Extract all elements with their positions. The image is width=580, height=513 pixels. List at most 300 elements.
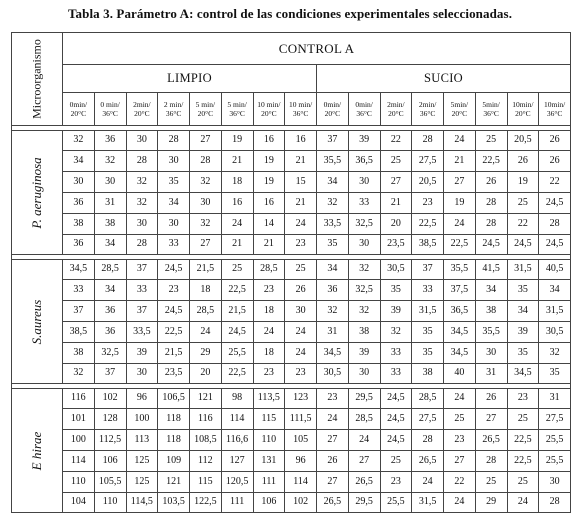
condition-temp: 20°C (515, 109, 531, 118)
condition-header (253, 93, 285, 126)
table-cell: 25 (475, 131, 507, 151)
condition-time: 5 min/ (195, 100, 216, 109)
table-cell: 24 (317, 409, 349, 430)
table-cell: 23 (380, 472, 412, 493)
table-cell: 19 (253, 151, 285, 172)
table-cell: 22,5 (475, 151, 507, 172)
table-cell: 100 (63, 430, 95, 451)
condition-header (63, 93, 95, 126)
table-cell: 34,5 (507, 364, 539, 384)
table-cell: 116 (63, 389, 95, 409)
condition-temp: 20°C (388, 109, 404, 118)
table-cell: 24,5 (158, 260, 190, 280)
table-cell: 100 (126, 409, 158, 430)
table-cell: 22,5 (412, 214, 444, 235)
table-cell: 125 (126, 451, 158, 472)
table-cell: 22 (539, 172, 571, 193)
table-cell: 26 (539, 151, 571, 172)
table-cell: 26 (317, 451, 349, 472)
table-cell: 104 (63, 493, 95, 513)
table-cell: 32 (190, 214, 222, 235)
table-cell: 33,5 (126, 322, 158, 343)
table-row (12, 151, 571, 172)
table-cell: 38 (475, 301, 507, 322)
condition-header (158, 93, 190, 126)
table-cell: 108,5 (190, 430, 222, 451)
table-cell: 24 (285, 322, 317, 343)
table-cell: 24 (444, 214, 476, 235)
table-cell: 23 (285, 235, 317, 255)
table-cell: 31,5 (412, 493, 444, 513)
table-cell: 36 (317, 280, 349, 301)
condition-time: 5min/ (482, 100, 500, 109)
condition-time: 0min/ (323, 100, 342, 109)
table-cell: 32 (126, 193, 158, 214)
table-cell: 102 (94, 389, 126, 409)
table-cell: 30 (190, 193, 222, 214)
table-cell: 30 (348, 364, 380, 384)
data-table (11, 32, 571, 513)
table-cell: 33,5 (317, 214, 349, 235)
table-cell: 18 (190, 280, 222, 301)
table-cell: 21,5 (221, 301, 253, 322)
table-cell: 23 (285, 364, 317, 384)
table-cell: 111 (253, 472, 285, 493)
condition-temp: 36°C (483, 109, 499, 118)
condition-temp: 36°C (419, 109, 436, 118)
table-cell: 37 (126, 301, 158, 322)
table-cell: 27 (190, 235, 222, 255)
table-cell: 123 (285, 389, 317, 409)
condition-time: 10min/ (512, 100, 534, 109)
table-cell: 19 (444, 193, 476, 214)
table-cell: 35 (539, 364, 571, 384)
table-cell: 38,5 (412, 235, 444, 255)
condition-time: 0min/ (355, 100, 373, 109)
table-cell: 15 (285, 172, 317, 193)
table-cell: 23 (253, 364, 285, 384)
table-cell: 37 (126, 260, 158, 280)
table-cell: 24 (221, 214, 253, 235)
table-cell: 118 (158, 430, 190, 451)
table-cell: 37 (94, 364, 126, 384)
table-cell: 36,5 (444, 301, 476, 322)
table-cell: 25,5 (539, 430, 571, 451)
table-cell: 38 (63, 343, 95, 364)
table-row (12, 131, 571, 151)
table-cell: 21 (221, 235, 253, 255)
table-cell: 114 (63, 451, 95, 472)
table-cell: 21 (444, 151, 476, 172)
table-cell: 23 (158, 280, 190, 301)
table-cell: 114 (221, 409, 253, 430)
table-cell: 30 (475, 343, 507, 364)
condition-time: 0min/ (69, 100, 88, 109)
table-cell: 25 (507, 409, 539, 430)
condition-header (221, 93, 253, 126)
table-cell: 21 (253, 235, 285, 255)
table-cell: 27 (444, 451, 476, 472)
condition-temp: 36°C (102, 109, 118, 118)
condition-temp: 20°C (451, 109, 468, 118)
table-cell: 111 (221, 493, 253, 513)
table-cell: 32,5 (94, 343, 126, 364)
table-cell: 35 (158, 172, 190, 193)
table-cell: 25 (507, 193, 539, 214)
organism-label-cell (12, 260, 63, 384)
table-cell: 32 (190, 172, 222, 193)
table-row (12, 322, 571, 343)
table-cell: 28,5 (253, 260, 285, 280)
condition-temp: 36°C (356, 109, 372, 118)
table-cell: 29 (190, 343, 222, 364)
table-cell: 23 (317, 389, 349, 409)
table-cell: 131 (253, 451, 285, 472)
condition-temp: 36°C (292, 109, 309, 118)
table-cell: 32 (126, 172, 158, 193)
table-cell: 28 (126, 235, 158, 255)
table-cell: 36 (94, 131, 126, 151)
table-cell: 32 (380, 322, 412, 343)
table-cell: 18 (221, 172, 253, 193)
table-cell: 22,5 (221, 280, 253, 301)
table-cell: 28,5 (94, 260, 126, 280)
table-cell: 24,5 (158, 301, 190, 322)
table-cell: 21,5 (190, 260, 222, 280)
table-cell: 23,5 (380, 235, 412, 255)
header-row-time-temp (12, 93, 571, 126)
table-cell: 21 (380, 193, 412, 214)
table-cell: 101 (63, 409, 95, 430)
table-cell: 39 (507, 322, 539, 343)
condition-header (126, 93, 158, 126)
table-cell: 112,5 (94, 430, 126, 451)
table-cell: 38 (412, 364, 444, 384)
condition-header (348, 93, 380, 126)
table-cell: 33 (63, 280, 95, 301)
table-cell: 125 (126, 472, 158, 493)
table-cell: 33 (412, 280, 444, 301)
condition-header (317, 93, 349, 126)
table-cell: 19 (507, 172, 539, 193)
limpio-header: LIMPIO (63, 65, 317, 93)
header-row-control (12, 33, 571, 65)
table-cell: 34 (63, 151, 95, 172)
condition-time: 2min/ (133, 100, 151, 109)
organism-name: S.aureus (29, 299, 45, 344)
table-cell: 20,5 (507, 131, 539, 151)
table-cell: 26,5 (317, 493, 349, 513)
table-cell: 30,5 (380, 260, 412, 280)
table-cell: 34,5 (63, 260, 95, 280)
table-cell: 115 (253, 409, 285, 430)
table-cell: 28 (539, 214, 571, 235)
table-cell: 35,5 (317, 151, 349, 172)
table-cell: 27 (190, 131, 222, 151)
table-cell: 26 (475, 172, 507, 193)
table-cell: 103,5 (158, 493, 190, 513)
table-cell: 25,5 (221, 343, 253, 364)
table-cell: 28,5 (190, 301, 222, 322)
table-cell: 116,6 (221, 430, 253, 451)
table-cell: 27 (475, 409, 507, 430)
table-cell: 31,5 (539, 301, 571, 322)
table-cell: 30 (348, 235, 380, 255)
table-row (12, 364, 571, 384)
table-cell: 21 (285, 193, 317, 214)
table-cell: 27 (317, 472, 349, 493)
table-cell: 25 (380, 151, 412, 172)
table-cell: 16 (253, 131, 285, 151)
table-cell: 32,5 (348, 214, 380, 235)
table-cell: 30 (348, 172, 380, 193)
table-cell: 24,5 (475, 235, 507, 255)
table-cell: 25 (221, 260, 253, 280)
table-cell: 34,5 (444, 343, 476, 364)
table-cell: 98 (221, 389, 253, 409)
table-cell: 22 (380, 131, 412, 151)
table-cell: 21 (221, 151, 253, 172)
table-cell: 106 (253, 493, 285, 513)
table-cell: 34 (158, 193, 190, 214)
table-cell: 37 (63, 301, 95, 322)
table-cell: 29 (475, 493, 507, 513)
table-cell: 34 (317, 172, 349, 193)
table-cell: 23 (507, 389, 539, 409)
table-cell: 34 (539, 280, 571, 301)
table-cell: 24,5 (507, 235, 539, 255)
condition-time: 5 min/ (227, 100, 247, 109)
table-cell: 34 (507, 301, 539, 322)
table-cell: 16 (221, 193, 253, 214)
corner-header (12, 33, 63, 126)
table-cell: 37 (317, 131, 349, 151)
table-cell: 32 (63, 364, 95, 384)
table-cell: 110 (94, 493, 126, 513)
table-row (12, 409, 571, 430)
table-cell: 30 (158, 214, 190, 235)
table-cell: 35 (412, 343, 444, 364)
table-cell: 28,5 (348, 409, 380, 430)
table-cell: 109 (158, 451, 190, 472)
table-cell: 114 (285, 472, 317, 493)
table-cell: 22 (507, 214, 539, 235)
table-cell: 111,5 (285, 409, 317, 430)
table-cell: 26 (539, 131, 571, 151)
table-cell: 30,5 (317, 364, 349, 384)
table-row (12, 430, 571, 451)
table-cell: 26 (475, 389, 507, 409)
table-cell: 19 (221, 131, 253, 151)
table-cell: 110 (63, 472, 95, 493)
table-cell: 38 (94, 214, 126, 235)
table-cell: 32 (63, 131, 95, 151)
table-row (12, 260, 571, 280)
control-header: CONTROL A (63, 33, 571, 65)
table-cell: 30 (94, 172, 126, 193)
table-row (12, 472, 571, 493)
table-cell: 106,5 (158, 389, 190, 409)
condition-header (190, 93, 222, 126)
table-cell: 36 (63, 235, 95, 255)
table-cell: 20 (380, 214, 412, 235)
table-cell: 31 (94, 193, 126, 214)
table-cell: 120,5 (221, 472, 253, 493)
table-row (12, 235, 571, 255)
table-row (12, 280, 571, 301)
table-row (12, 301, 571, 322)
table-cell: 34,5 (317, 343, 349, 364)
table-cell: 31 (475, 364, 507, 384)
table-cell: 102 (285, 493, 317, 513)
table-cell: 116 (190, 409, 222, 430)
table-cell: 28 (539, 493, 571, 513)
table-row (12, 389, 571, 409)
table-cell: 18 (253, 301, 285, 322)
table-cell: 23 (412, 193, 444, 214)
table-cell: 28,5 (412, 389, 444, 409)
table-cell: 36 (94, 301, 126, 322)
table-cell: 24,5 (221, 322, 253, 343)
table-cell: 32,5 (348, 280, 380, 301)
table-row (12, 451, 571, 472)
table-row (12, 172, 571, 193)
organism-label-cell (12, 131, 63, 255)
corner-header-label: Microorganismo (29, 39, 44, 119)
table-cell: 37 (412, 260, 444, 280)
table-cell: 33 (380, 364, 412, 384)
table-cell: 24,5 (380, 409, 412, 430)
table-cell: 14 (253, 214, 285, 235)
table-cell: 34,5 (444, 322, 476, 343)
table-cell: 40,5 (539, 260, 571, 280)
table-row (12, 193, 571, 214)
table-cell: 22,5 (507, 451, 539, 472)
condition-header (94, 93, 126, 126)
table-cell: 41,5 (475, 260, 507, 280)
table-cell: 25 (444, 409, 476, 430)
table-cell: 30 (126, 131, 158, 151)
table-cell: 27,5 (539, 409, 571, 430)
table-cell: 24,5 (380, 430, 412, 451)
condition-temp: 20°C (70, 109, 87, 118)
table-cell: 96 (285, 451, 317, 472)
table-cell: 37,5 (444, 280, 476, 301)
table-cell: 33 (158, 235, 190, 255)
table-cell: 20 (190, 364, 222, 384)
table-cell: 24 (285, 214, 317, 235)
table-cell: 30 (539, 472, 571, 493)
table-cell: 26,5 (412, 451, 444, 472)
table-cell: 24,5 (539, 235, 571, 255)
table-cell: 24 (444, 131, 476, 151)
table-cell: 35,5 (475, 322, 507, 343)
table-cell: 35,5 (444, 260, 476, 280)
table-cell: 27 (348, 451, 380, 472)
table-cell: 33 (380, 343, 412, 364)
table-cell: 16 (253, 193, 285, 214)
table-cell: 30 (285, 301, 317, 322)
table-cell: 22 (444, 472, 476, 493)
table-cell: 26 (507, 151, 539, 172)
condition-temp: 20°C (134, 109, 150, 118)
table-cell: 23 (253, 280, 285, 301)
sucio-header: SUCIO (317, 65, 571, 93)
table-cell: 25 (507, 472, 539, 493)
table-cell: 34 (317, 260, 349, 280)
table-cell: 113,5 (253, 389, 285, 409)
table-cell: 39 (126, 343, 158, 364)
table-cell: 32 (348, 260, 380, 280)
table-cell: 39 (348, 343, 380, 364)
table-cell: 35 (380, 280, 412, 301)
table-cell: 24,5 (380, 389, 412, 409)
table-cell: 21,5 (158, 343, 190, 364)
condition-time: 5min/ (450, 100, 469, 109)
condition-header (475, 93, 507, 126)
table-cell: 26,5 (348, 472, 380, 493)
table-cell: 21 (285, 151, 317, 172)
table-cell: 26 (285, 280, 317, 301)
table-cell: 24 (444, 493, 476, 513)
table-cell: 25 (475, 472, 507, 493)
table-cell: 105,5 (94, 472, 126, 493)
condition-temp: 36°C (165, 109, 182, 118)
table-cell: 34 (94, 235, 126, 255)
table-cell: 36 (94, 322, 126, 343)
table-cell: 22,5 (444, 235, 476, 255)
table-cell: 26,5 (475, 430, 507, 451)
table-cell: 24 (285, 343, 317, 364)
table-cell: 36,5 (348, 151, 380, 172)
table-cell: 28 (475, 214, 507, 235)
table-cell: 30 (126, 364, 158, 384)
table-cell: 105 (285, 430, 317, 451)
table-cell: 36 (63, 193, 95, 214)
table-cell: 32 (348, 301, 380, 322)
table-cell: 28 (126, 151, 158, 172)
table-cell: 24,5 (539, 193, 571, 214)
condition-header (412, 93, 444, 126)
table-cell: 30 (126, 214, 158, 235)
condition-time: 10 min/ (289, 100, 313, 109)
table-cell: 27,5 (412, 151, 444, 172)
condition-temp: 36°C (229, 109, 245, 118)
table-cell: 23,5 (158, 364, 190, 384)
table-cell: 22,5 (158, 322, 190, 343)
organism-name: E hirae (29, 431, 45, 470)
table-cell: 28 (475, 193, 507, 214)
table-cell: 28 (190, 151, 222, 172)
table-cell: 27 (317, 430, 349, 451)
condition-temp: 20°C (324, 109, 341, 118)
table-cell: 38,5 (63, 322, 95, 343)
table-cell: 34 (94, 280, 126, 301)
table-cell: 39 (380, 301, 412, 322)
table-cell: 31,5 (507, 260, 539, 280)
table-cell: 32 (94, 151, 126, 172)
table-cell: 27 (380, 172, 412, 193)
table-cell: 35 (507, 343, 539, 364)
table-cell: 35 (507, 280, 539, 301)
table-cell: 128 (94, 409, 126, 430)
table-cell: 114,5 (126, 493, 158, 513)
table-cell: 24 (190, 322, 222, 343)
table-cell: 110 (253, 430, 285, 451)
table-cell: 106 (94, 451, 126, 472)
table-cell: 31 (317, 322, 349, 343)
table-cell: 19 (253, 172, 285, 193)
